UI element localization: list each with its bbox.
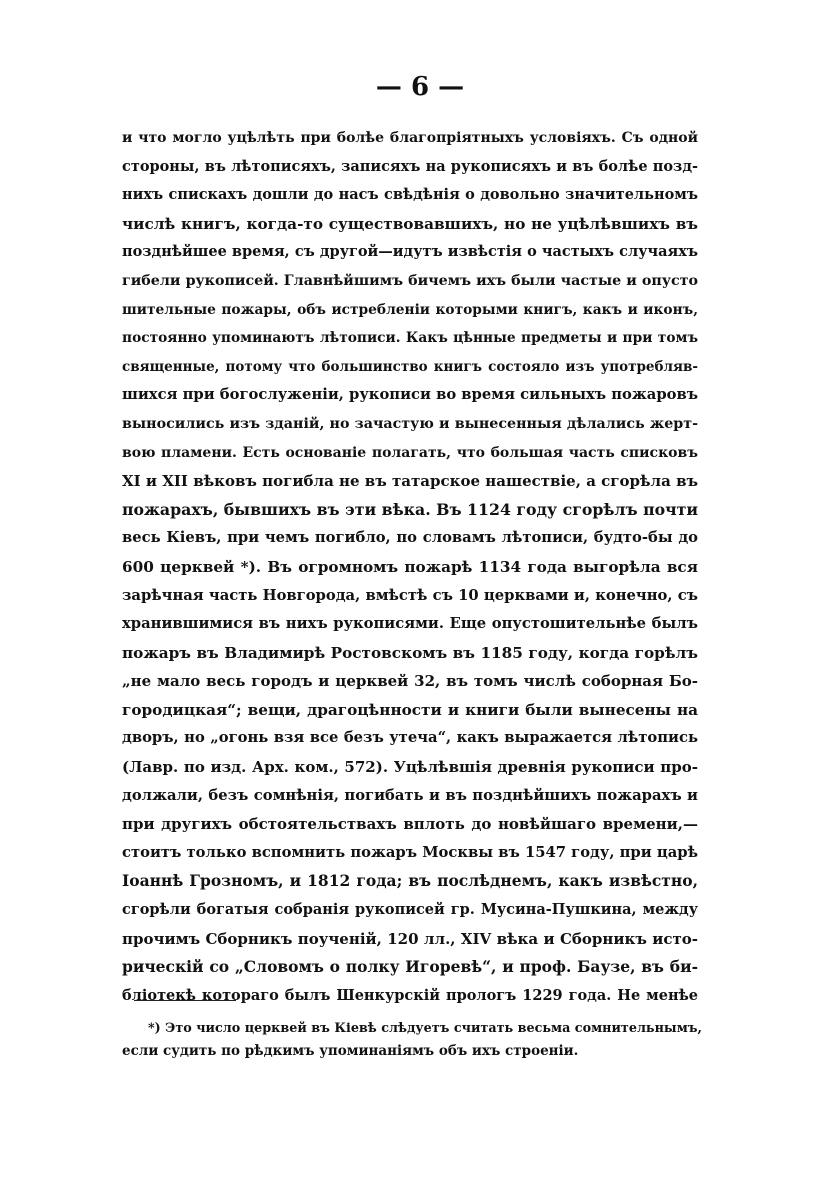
text-line: должали, безъ сомнѣнія, погибать и въ позднѣйшихъ пожарахъ и	[122, 786, 698, 804]
text-line: хранившимися въ нихъ рукописями. Еще опустошительнѣе былъ	[122, 615, 698, 633]
text-line: стоитъ только вспомнить пожаръ Москвы въ 1547 году, при царѣ	[122, 843, 698, 861]
footnote	[122, 1017, 702, 1063]
footnote-line: если судить по рѣдкимъ упоминаніямъ объ ихъ строеніи.	[122, 1043, 579, 1059]
text-line: выносились изъ зданій, но зачастую и вынесенныя дѣлались жерт-	[122, 415, 698, 432]
text-line: постоянно упоминаютъ лѣтописи. Какъ цѣнные предметы и при томъ	[122, 330, 698, 347]
text-line: „не мало весь городъ и церквей 32, въ томъ числѣ соборная Бо-	[122, 672, 698, 691]
text-line: шихся при богослуженіи, рукописи во время сильныхъ пожаровъ	[122, 386, 699, 404]
text-line: 600 церквей *). Въ огромномъ пожарѣ 1134 года выгорѣла вся	[122, 557, 698, 576]
text-line: XI и XII вѣковъ погибла не въ татарское нашествіе, а сгорѣла въ	[122, 472, 698, 491]
text-line: сгорѣли богатыя собранія рукописей гр. Мусина-Пушкина, между	[122, 901, 698, 919]
body-text	[122, 124, 698, 1010]
text-line: священные, потому что большинство книгъ состояло изъ употребляв-	[122, 358, 698, 375]
text-line: вою пламени. Есть основаніе полагать, что большая часть списковъ	[122, 444, 698, 461]
footnote-line: *) Это число церквей въ Кіевѣ слѣдуетъ считать весьма сомнительнымъ,	[148, 1021, 702, 1036]
text-line: позднѣйшее время, съ другой—идутъ извѣстія о частыхъ случаяхъ	[122, 243, 698, 261]
text-line: шительные пожары, объ истребленіи которыми книгъ, какъ и иконъ,	[122, 301, 698, 318]
text-line: рическій со „Словомъ о полку Игоревѣ“, и проф. Баузе, въ би-	[122, 957, 698, 977]
text-line: городицкая“; вещи, драгоцѣнности и книги были вынесены на	[122, 700, 698, 719]
text-line: прочимъ Сборникъ поученій, 120 лл., XIV вѣка и Сборникъ исто-	[122, 929, 698, 948]
text-line: (Лавр. по изд. Арх. ком., 572). Уцѣлѣвшія древнія рукописи про-	[122, 758, 698, 777]
text-line: при другихъ обстоятельствахъ вплоть до новѣйшаго времени,—	[122, 815, 698, 834]
text-line: стороны, въ лѣтописяхъ, записяхъ на рукописяхъ и въ болѣе позд-	[122, 157, 698, 175]
text-line: зарѣчная часть Новгорода, вмѣстѣ съ 10 церквами и, конечно, съ	[122, 586, 698, 604]
text-line: пожарахъ, бывшихъ въ эти вѣка. Въ 1124 году сгорѣлъ почти	[122, 499, 699, 519]
text-line: Іоаннѣ Грозномъ, и 1812 года; въ послѣднемъ, какъ извѣстно,	[122, 871, 698, 891]
page-number: — 6 —	[375, 72, 465, 102]
text-line: нихъ спискахъ дошли до насъ свѣдѣнія о довольно значительномъ	[122, 186, 698, 204]
text-line: дворъ, но „огонь взя все безъ утеча“, какъ выражается лѣтопись	[122, 729, 698, 747]
text-line: числѣ книгъ, когда-то существовавшихъ, но не уцѣлѣвшихъ въ	[122, 214, 698, 233]
text-line: и что могло уцѣлѣть при болѣе благопріятныхъ условіяхъ. Съ одной	[122, 130, 698, 146]
text-line: пожаръ въ Владимирѣ Ростовскомъ въ 1185 году, когда горѣлъ	[122, 643, 698, 662]
text-line: бліотекѣ котораго былъ Шенкурскій прологъ 1229 года. Не менѣе	[122, 986, 698, 1004]
text-line: весь Кіевъ, при чемъ погибло, по словамъ лѣтописи, будто-бы до	[122, 529, 698, 547]
footnote-separator	[134, 1000, 236, 1001]
text-line: гибели рукописей. Главнѣйшимъ бичемъ ихъ были частые и опусто	[122, 272, 698, 289]
